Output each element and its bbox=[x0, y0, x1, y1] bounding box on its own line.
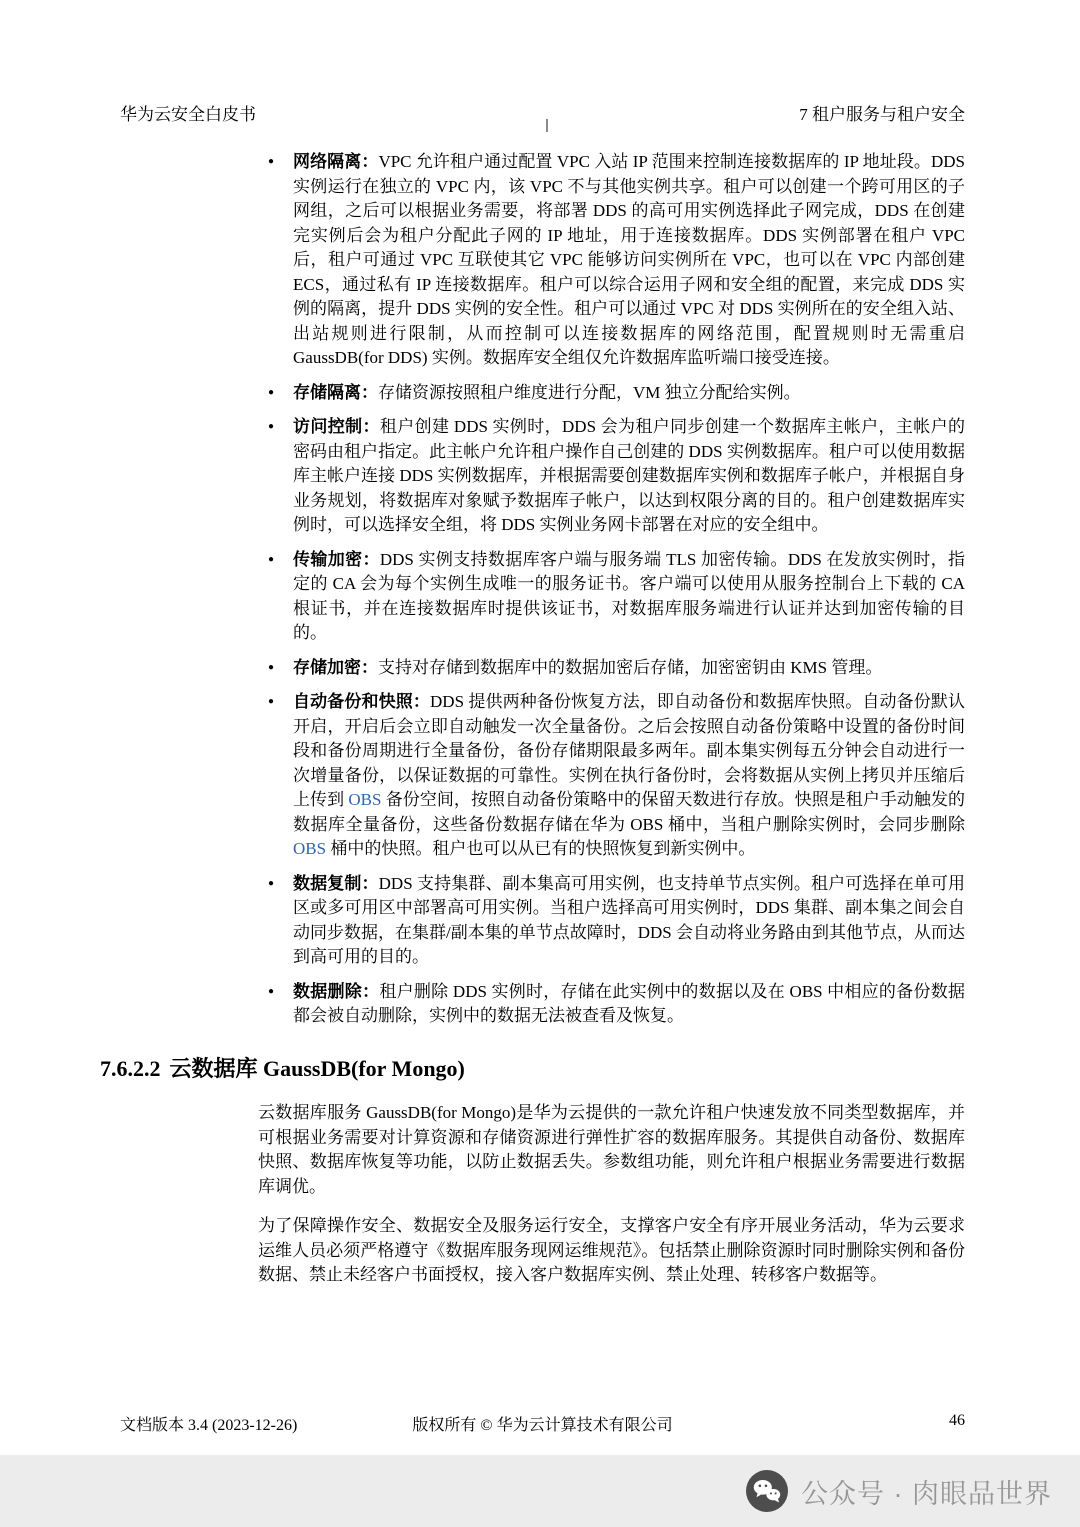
page-footer bbox=[120, 1412, 965, 1435]
bullet-text: 租户创建 DDS 实例时，DDS 会为租户同步创建一个数据库主帐户，主帐户的密码由租户指定。此主帐户允许租户操作自己创建的 DDS 实例数据库。租户可以使用数据库主帐户连接 DDS 实例数据库，并根据需要创建数据库实例和数据库子帐户，并根据自身业务规划，将数据库对象赋予数据库子帐户，以达到权限分离的目的。租户创建数据库实例时，可以选择安全组，将 DDS 实例业务网卡部署在对应的安全组中。 bbox=[293, 417, 966, 534]
bullet-term: 网络隔离： bbox=[293, 152, 379, 171]
bullet-item bbox=[265, 690, 965, 862]
bullet-text: 租户删除 DDS 实例时，存储在此实例中的数据以及在 OBS 中相应的备份数据都会被自动删除，实例中的数据无法被查看及恢复。 bbox=[293, 981, 966, 1025]
obs-link[interactable]: OBS bbox=[293, 839, 327, 858]
header-chapter-title: 7 租户服务与租户安全 bbox=[799, 105, 965, 124]
bullet-term: 存储隔离： bbox=[293, 382, 378, 402]
footer-copyright: 版权所有 © 华为云计算技术有限公司 bbox=[412, 1417, 673, 1434]
body-paragraphs bbox=[258, 1101, 965, 1288]
header-doc-title: 华为云安全白皮书 bbox=[120, 105, 256, 124]
bullet-term: 访问控制： bbox=[293, 417, 380, 436]
bullet-term: 存储加密： bbox=[293, 657, 378, 677]
bullet-text: DDS 实例支持数据库客户端与服务端 TLS 加密传输。DDS 在发放实例时，指定的 CA 会为每个实例生成唯一的服务证书。客户端可以使用从服务控制台上下载的 CA 根证书，并在连接数据库时提供该证书，对数据库服务端进行认证并达到加密传输的目的。 bbox=[293, 549, 965, 642]
bullet-item bbox=[265, 150, 965, 371]
footer-doc-version: 文档版本 3.4 (2023-12-26) bbox=[120, 1417, 298, 1434]
bullet-term: 数据复制： bbox=[293, 873, 379, 893]
bullet-item bbox=[265, 548, 965, 646]
bullet-text: 桶中的快照。租户也可以从已有的快照恢复到新实例中。 bbox=[326, 839, 756, 858]
bullet-term: 自动备份和快照： bbox=[293, 692, 431, 711]
bullet-text: VPC 允许租户通过配置 VPC 入站 IP 范围来控制连接数据库的 IP 地址段。DDS 实例运行在独立的 VPC 内，该 VPC 不与其他实例共享。租户可以创建一个跨可用区的子网组，之后可以根据业务需要，将部署 DDS 的高可用实例选择此子网完成，DDS 在创建完实例后会为租户分配此子网的 IP 地址，用于连接数据库。DDS 实例部署在租户 VPC 后，租户可通过 VPC 互联使其它 VPC 能够访问实例所在 VPC，也可以在 VPC 内部创建 ECS，通过私有 IP 连接数据库。租户可以综合运用子网和安全组的配置，来完成 DDS 实例的隔离，提升 DDS 实例的安全性。租户可以通过 VPC 对 DDS 实例所在的安全组入站、出站规则进行限制，从而控制可以连接数据库的网络范围，配置规则时无需重启 GaussDB(for DDS) 实例。数据库安全组仅允许数据库监听端口接受连接。 bbox=[293, 152, 966, 367]
obs-link[interactable]: OBS bbox=[348, 790, 382, 809]
bullet-text: DDS 支持集群、副本集高可用实例，也支持单节点实例。租户可选择在单可用区或多可用区中部署高可用实例。当租户选择高可用实例时，DDS 集群、副本集之间会自动同步数据，在集群/副本集的单节点故障时，DDS 会自动将业务路由到其他节点，从而达到高可用的目的。 bbox=[293, 873, 965, 966]
bullet-text: 备份空间，按照自动备份策略中的保留天数进行存放。快照是租户手动触发的数据库全量备份，这些备份数据存储在华为 OBS 桶中，当租户删除实例时，会同步删除 bbox=[293, 790, 966, 834]
watermark-label: 公众号 · 肉眼品世界 bbox=[801, 1478, 1052, 1509]
section-title: 云数据库 GaussDB(for Mongo) bbox=[169, 1055, 465, 1081]
bullet-term: 传输加密： bbox=[293, 549, 380, 569]
body-paragraph: 为了保障操作安全、数据安全及服务运行安全，支撑客户安全有序开展业务活动，华为云要求运维人员必须严格遵守《数据库服务现网运维规范》。包括禁止删除资源时同时删除实例和备份数据、禁止未经客户书面授权，接入客户数据库实例、禁止处理、转移客户数据等。 bbox=[258, 1216, 965, 1285]
bullet-list bbox=[265, 150, 965, 1029]
page-content bbox=[100, 150, 966, 1303]
bullet-item bbox=[265, 381, 965, 406]
footer-page-number: 46 bbox=[949, 1412, 965, 1429]
body-paragraph: 云数据库服务 GaussDB(for Mongo)是华为云提供的一款允许租户快速发放不同类型数据库，并可根据业务需要对计算资源和存储资源进行弹性扩容的数据库服务。其提供自动备份、数据库快照、数据库恢复等功能，以防止数据丢失。参数组功能，则允许租户根据业务需要进行数据库调优。 bbox=[258, 1103, 965, 1196]
bullet-item bbox=[265, 872, 965, 970]
header-divider-tick bbox=[546, 119, 548, 132]
bullet-text: 支持对存储到数据库中的数据加密后存储，加密密钥由 KMS 管理。 bbox=[378, 657, 883, 677]
watermark-strip bbox=[0, 1455, 1080, 1527]
bullet-item bbox=[265, 415, 965, 538]
bullet-item bbox=[265, 980, 965, 1029]
section-number: 7.6.2.2 bbox=[100, 1055, 161, 1081]
bullet-term: 数据删除： bbox=[293, 981, 380, 1001]
bullet-text: DDS 提供两种备份恢复方法，即自动备份和数据库快照。自动备份默认开启，开启后会立即自动触发一次全量备份。之后会按照自动备份策略中设置的备份时间段和备份周期进行全量备份，备份存储期限最多两年。副本集实例每五分钟会自动进行一次增量备份，以保证数据的可靠性。实例在执行备份时，会将数据从实例上拷贝并压缩后上传到 bbox=[293, 692, 965, 809]
bullet-item bbox=[265, 656, 965, 681]
section-heading bbox=[100, 1055, 965, 1084]
page-header bbox=[120, 100, 965, 125]
wechat-icon bbox=[746, 1470, 788, 1512]
bullet-text: 存储资源按照租户维度进行分配，VM 独立分配给实例。 bbox=[378, 382, 801, 402]
